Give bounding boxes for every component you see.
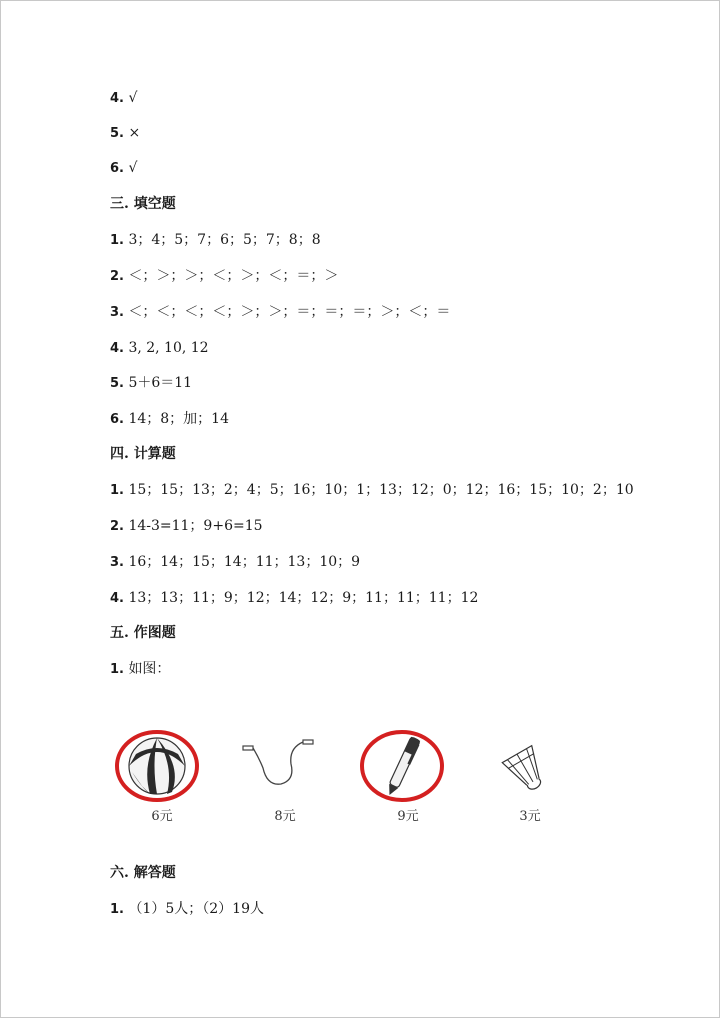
ball-icon bbox=[112, 728, 212, 808]
answer-line: 4. 13；13；11；9；12；14；12；9；11；11；11；12 bbox=[110, 590, 479, 606]
answer-line: 1. 3；4；5；7；6；5；7；8；8 bbox=[110, 232, 321, 248]
answer-line: 4. √ bbox=[110, 90, 138, 106]
section-heading: 六. 解答题 bbox=[110, 865, 176, 881]
answer-line: 1. 15；15；13；2；4；5；16；10；1；13；12；0；12；16；15；10；2；10 bbox=[110, 482, 634, 498]
price-label: 9元 bbox=[397, 809, 419, 824]
section-heading: 四. 计算题 bbox=[110, 446, 176, 462]
price-figure bbox=[100, 728, 580, 838]
figure-item-shuttlecock bbox=[480, 728, 580, 838]
answer-line: 2. 14-3=11；9+6=15 bbox=[110, 518, 263, 534]
answer-line: 1. （1）5人；（2）19人 bbox=[110, 901, 264, 917]
jump-rope-icon bbox=[235, 728, 335, 808]
answer-line: 3. ＜；＜；＜；＜；＞；＞；＝；＝；＝；＞；＜；＝ bbox=[110, 304, 451, 320]
answer-line: 5. × bbox=[110, 125, 141, 141]
price-label: 6元 bbox=[151, 809, 173, 824]
answer-line: 5. 5＋6＝11 bbox=[110, 375, 193, 391]
answer-line: 1. 如图： bbox=[110, 661, 171, 677]
answer-line: 3. 16；14；15；14；11；13；10；9 bbox=[110, 554, 361, 570]
section-heading: 五. 作图题 bbox=[110, 625, 176, 641]
shuttlecock-icon bbox=[480, 728, 580, 808]
price-label: 3元 bbox=[519, 809, 541, 824]
answer-line: 6. 14；8；加；14 bbox=[110, 411, 229, 427]
pen-icon bbox=[358, 728, 458, 808]
answer-line: 2. ＜；＞；＞；＜；＞；＜；＝；＞ bbox=[110, 268, 339, 284]
price-label: 8元 bbox=[274, 809, 296, 824]
answer-line: 4. 3, 2, 10, 12 bbox=[110, 340, 209, 356]
answer-line: 6. √ bbox=[110, 160, 138, 176]
figure-item-jump-rope bbox=[235, 728, 335, 838]
figure-item-ball bbox=[112, 728, 212, 838]
section-heading: 三. 填空题 bbox=[110, 196, 176, 212]
figure-item-pen bbox=[358, 728, 458, 838]
